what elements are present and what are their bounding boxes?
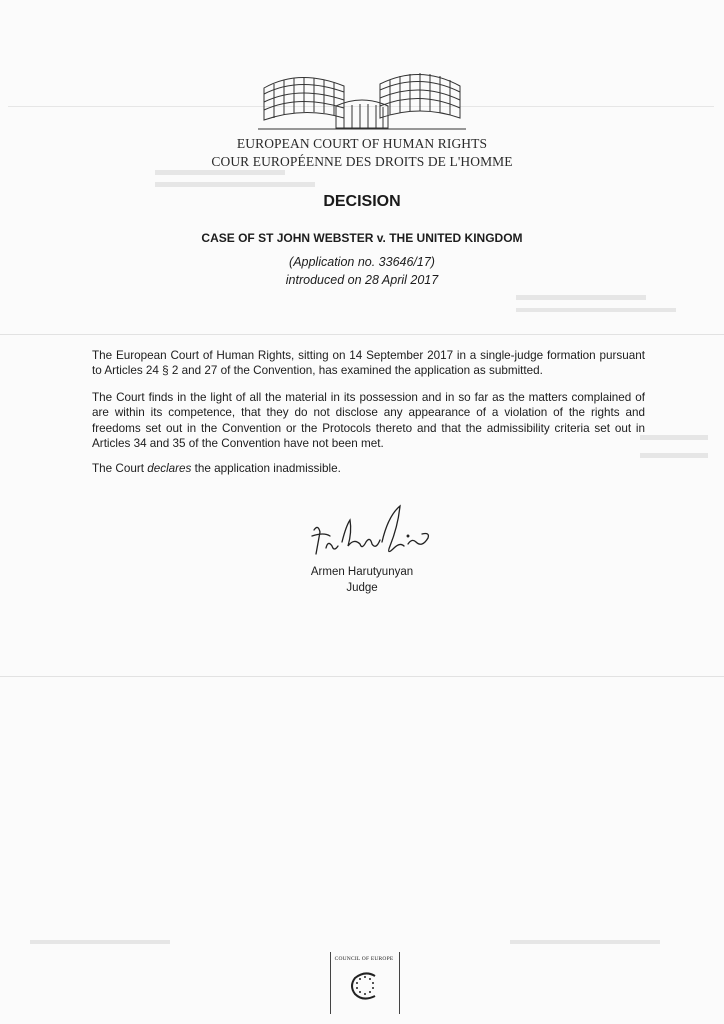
introduced-date: introduced on 28 April 2017 <box>285 273 439 287</box>
fold-line-bottom <box>0 676 724 677</box>
show-through-block <box>516 295 646 300</box>
judge-name: Armen Harutyunyan <box>310 566 414 578</box>
court-name-english: EUROPEAN COURT OF HUMAN RIGHTS <box>236 136 488 151</box>
show-through-block <box>640 435 708 440</box>
show-through-block <box>516 308 676 312</box>
court-building-icon <box>254 58 470 132</box>
court-name-french: COUR EUROPÉENNE DES DROITS DE L'HOMME <box>211 154 513 169</box>
show-through-block <box>155 182 315 187</box>
show-through-block <box>155 170 285 175</box>
judge-role: Judge <box>346 582 378 594</box>
ruling-emphasis: declares <box>147 462 192 475</box>
case-title: CASE OF ST JOHN WEBSTER v. THE UNITED KINGDOM <box>201 231 523 245</box>
document-title: DECISION <box>323 193 401 210</box>
show-through-block <box>640 453 708 458</box>
fold-line-top <box>0 334 724 335</box>
application-number: (Application no. 33646/17) <box>289 255 435 269</box>
council-of-europe-stars-icon <box>345 968 385 1004</box>
paragraph-ruling <box>92 461 645 476</box>
handwritten-signature <box>304 502 434 562</box>
paragraph-examination: The European Court of Human Rights, sitting on 14 September 2017 in a single-judge formation pursuant to Articles 24 § 2 and 27 of the Convention, has examined the application as submitted. <box>92 349 645 378</box>
council-of-europe-label: COUNCIL OF EUROPE <box>334 956 394 962</box>
show-through-block <box>510 940 660 944</box>
paragraph-findings: The Court finds in the light of all the material in its possession and in so far as the matters complained of are within its competence, that they do not disclose any appearance of a violation of the rights and freedoms set out in the Convention or the Protocols thereto and that the admissibility criteria set out in Articles 34 and 35 of the Convention have not been met. <box>92 391 645 451</box>
ruling-text-start: The Court <box>92 462 148 475</box>
ruling-text-end: the application inadmissible. <box>191 462 341 475</box>
show-through-block <box>30 940 170 944</box>
